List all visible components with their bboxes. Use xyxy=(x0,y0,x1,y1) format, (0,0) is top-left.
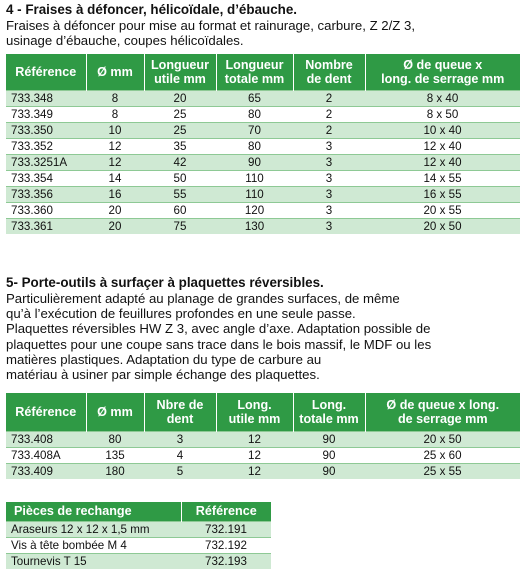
table-cell: 3 xyxy=(293,170,365,186)
table-cell: 733.356 xyxy=(6,186,86,202)
col-header-shank xyxy=(365,393,520,431)
table-cell: 733.352 xyxy=(6,138,86,154)
table-row xyxy=(6,218,520,234)
table-cell: 2 xyxy=(293,122,365,138)
section-5-desc-line: qu’à l’exécution de feuillures profondes en une seule passe. xyxy=(6,306,356,322)
table-cell: 733.349 xyxy=(6,106,86,122)
spare-parts-table xyxy=(6,502,271,569)
header-label: de dent xyxy=(306,71,352,86)
table-cell: 180 xyxy=(86,463,144,479)
table-cell: 732.192 xyxy=(181,537,271,553)
table-cell: 25 x 60 xyxy=(365,447,520,463)
table-cell: 25 xyxy=(144,106,216,122)
table-cell: 50 xyxy=(144,170,216,186)
section-4-desc-line: Fraises à défoncer pour mise au format et rainurage, carbure, Z 2/Z 3, xyxy=(6,18,415,33)
table-cell: 80 xyxy=(216,106,293,122)
table-cell: 110 xyxy=(216,186,293,202)
table-row xyxy=(6,537,271,553)
section-5-desc-line: plaquettes pour une coupe sans trace dans le bois massif, le MDF ou les xyxy=(6,336,432,352)
header-label: Référence xyxy=(15,404,77,419)
col-header-diameter xyxy=(86,54,144,90)
table-cell: 733.409 xyxy=(6,463,86,479)
header-label: Long. xyxy=(311,397,347,412)
table-cell: 12 xyxy=(216,463,293,479)
table-cell: 25 x 55 xyxy=(365,463,520,479)
col-header-useful-length xyxy=(216,393,293,431)
col-header-shank xyxy=(365,54,520,90)
table-row xyxy=(6,431,520,447)
header-label: Nbre de xyxy=(156,397,204,412)
table-cell: 20 xyxy=(144,90,216,106)
section-4-title: 4 - Fraises à défoncer, hélicoïdale, d’ébauche. xyxy=(6,2,297,17)
table-cell: 733.361 xyxy=(6,218,86,234)
table-cell: 12 xyxy=(216,447,293,463)
table-cell: 733.360 xyxy=(6,202,86,218)
header-label: Ø de queue x xyxy=(403,57,483,72)
section-5-description xyxy=(6,291,431,382)
col-header-reference: Référence xyxy=(181,502,271,521)
table-cell: 3 xyxy=(293,138,365,154)
header-label: Longueur xyxy=(150,57,210,72)
section-5-desc-line: matériau à usiner par simple échange des plaquettes. xyxy=(6,367,320,383)
table-header-row xyxy=(6,393,520,431)
col-header-total-length xyxy=(216,54,293,90)
table-cell: 733.3251A xyxy=(6,154,86,170)
table-cell: 60 xyxy=(144,202,216,218)
table-cell: 135 xyxy=(86,447,144,463)
section-4-table xyxy=(6,54,520,234)
table-cell: 10 xyxy=(86,122,144,138)
header-label: utile mm xyxy=(154,71,206,86)
header-label: totale mm xyxy=(224,71,285,86)
table-row xyxy=(6,553,271,569)
table-cell: 14 x 55 xyxy=(365,170,520,186)
header-label: de serrage mm xyxy=(397,411,488,426)
table-cell: 3 xyxy=(293,218,365,234)
table-cell: 4 xyxy=(144,447,216,463)
header-label: Référence xyxy=(15,64,77,79)
table-cell: 2 xyxy=(293,90,365,106)
table-cell: 732.193 xyxy=(181,553,271,569)
table-cell: 733.408A xyxy=(6,447,86,463)
table-cell: 3 xyxy=(144,431,216,447)
table-cell: 25 xyxy=(144,122,216,138)
table-cell: 90 xyxy=(293,447,365,463)
header-label: long. de serrage mm xyxy=(381,71,505,86)
table-cell: 75 xyxy=(144,218,216,234)
table-header-row xyxy=(6,502,271,521)
header-label: Longueur xyxy=(225,57,284,72)
table-cell: 20 xyxy=(86,202,144,218)
table-cell: 80 xyxy=(86,431,144,447)
table-row xyxy=(6,186,520,202)
table-cell: 8 x 40 xyxy=(365,90,520,106)
table-row xyxy=(6,106,520,122)
header-label: utile mm xyxy=(228,411,281,426)
table-cell: 733.408 xyxy=(6,431,86,447)
table-row xyxy=(6,90,520,106)
table-row xyxy=(6,138,520,154)
table-cell: 12 x 40 xyxy=(365,138,520,154)
table-cell: 80 xyxy=(216,138,293,154)
header-label: dent xyxy=(166,411,194,426)
table-row xyxy=(6,447,520,463)
table-cell: 90 xyxy=(216,154,293,170)
table-cell: 733.350 xyxy=(6,122,86,138)
table-cell: 3 xyxy=(293,186,365,202)
section-4-desc-line: usinage d’ébauche, coupes hélicoïdales. xyxy=(6,33,244,49)
section-4-description xyxy=(6,18,415,48)
table-cell: 42 xyxy=(144,154,216,170)
section-5-desc-line: Particulièrement adapté au planage de grandes surfaces, de même xyxy=(6,291,400,306)
table-cell: 8 xyxy=(86,106,144,122)
table-row xyxy=(6,463,520,479)
col-header-spare-parts: Pièces de rechange xyxy=(6,502,181,521)
table-header-row xyxy=(6,54,520,90)
table-cell: 12 xyxy=(86,154,144,170)
table-cell: 55 xyxy=(144,186,216,202)
table-cell: 70 xyxy=(216,122,293,138)
table-cell: 2 xyxy=(293,106,365,122)
section-5-desc-line: Plaquettes réversibles HW Z 3, avec angle d’axe. Adaptation possible de xyxy=(6,321,431,337)
table-cell: 12 x 40 xyxy=(365,154,520,170)
table-cell: 65 xyxy=(216,90,293,106)
table-cell: 8 x 50 xyxy=(365,106,520,122)
table-cell: 20 xyxy=(86,218,144,234)
col-header-useful-length xyxy=(144,54,216,90)
col-header-teeth xyxy=(144,393,216,431)
table-cell: 14 xyxy=(86,170,144,186)
col-header-teeth xyxy=(293,54,365,90)
table-cell: 3 xyxy=(293,154,365,170)
table-row xyxy=(6,170,520,186)
table-cell: Vis à tête bombée M 4 xyxy=(6,537,181,553)
table-cell: 20 x 55 xyxy=(365,202,520,218)
table-row xyxy=(6,122,520,138)
table-cell: 733.354 xyxy=(6,170,86,186)
table-cell: 20 x 50 xyxy=(365,431,520,447)
table-cell: 12 xyxy=(86,138,144,154)
table-cell: 90 xyxy=(293,431,365,447)
table-cell: 20 x 50 xyxy=(365,218,520,234)
header-label: Ø de queue x long. xyxy=(386,397,500,412)
header-label: totale mm xyxy=(299,411,359,426)
section-5-table xyxy=(6,393,520,479)
table-cell: Tournevis T 15 xyxy=(6,553,181,569)
table-cell: 733.348 xyxy=(6,90,86,106)
col-header-total-length xyxy=(293,393,365,431)
table-cell: 130 xyxy=(216,218,293,234)
col-header-reference xyxy=(6,54,86,90)
table-cell: 732.191 xyxy=(181,521,271,537)
section-5-desc-line: matières plastiques. Adaptation du type de carbure au xyxy=(6,351,322,367)
table-cell: 5 xyxy=(144,463,216,479)
table-row xyxy=(6,202,520,218)
table-cell: 110 xyxy=(216,170,293,186)
table-cell: 16 x 55 xyxy=(365,186,520,202)
table-cell: 16 xyxy=(86,186,144,202)
table-row xyxy=(6,521,271,537)
table-cell: 120 xyxy=(216,202,293,218)
table-cell: 3 xyxy=(293,202,365,218)
table-row xyxy=(6,154,520,170)
table-cell: 12 xyxy=(216,431,293,447)
header-label: Long. xyxy=(237,397,272,412)
header-label: Nombre xyxy=(305,57,353,72)
table-cell: 8 xyxy=(86,90,144,106)
header-label: Ø mm xyxy=(97,64,133,79)
section-5-title: 5- Porte-outils à surfaçer à plaquettes réversibles. xyxy=(6,275,324,290)
table-cell: 10 x 40 xyxy=(365,122,520,138)
col-header-reference xyxy=(6,393,86,431)
table-cell: 35 xyxy=(144,138,216,154)
header-label: Ø mm xyxy=(97,404,133,419)
col-header-diameter xyxy=(86,393,144,431)
table-cell: 90 xyxy=(293,463,365,479)
table-cell: Araseurs 12 x 12 x 1,5 mm xyxy=(6,521,181,537)
